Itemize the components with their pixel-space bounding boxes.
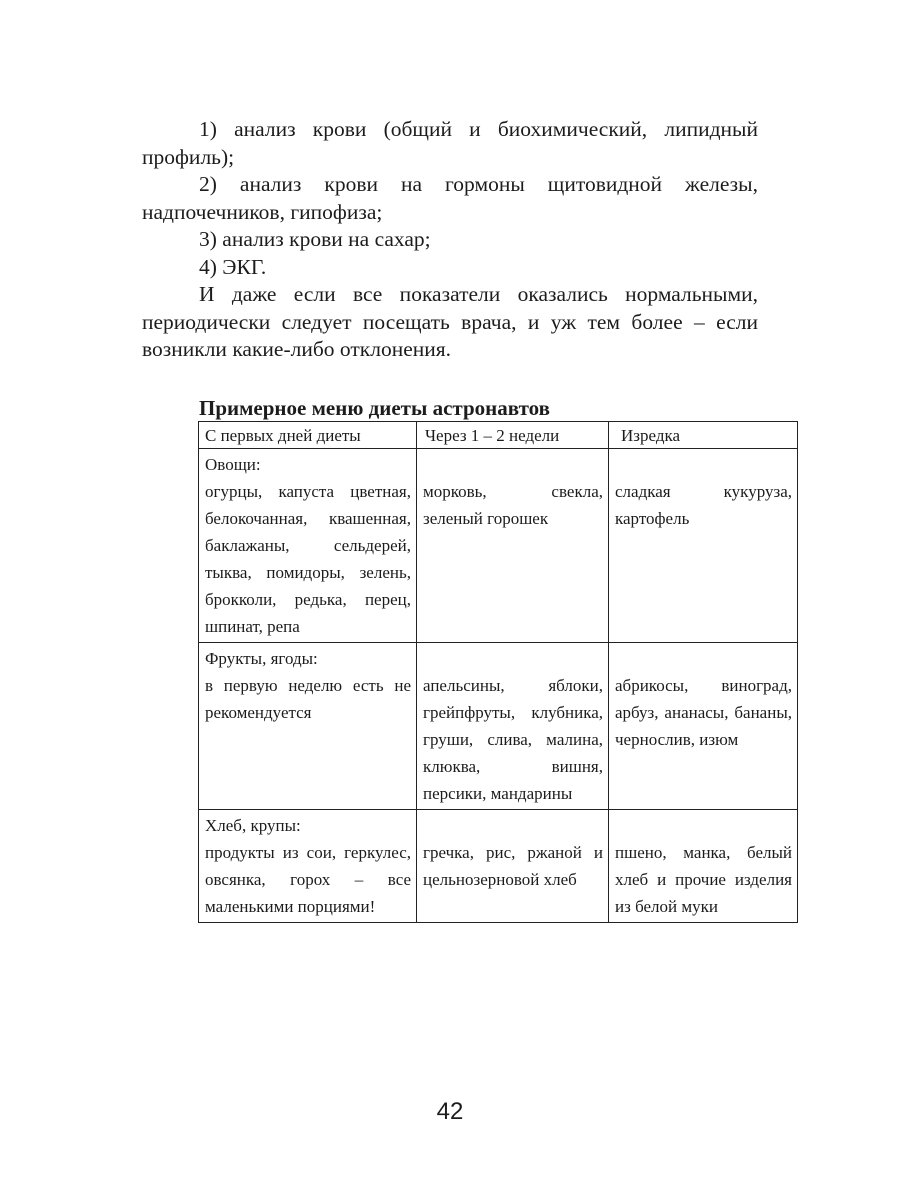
table-cell [417, 449, 609, 643]
cell-text: в первую неделю есть не рекомендуется [205, 676, 411, 722]
paragraph-list-item-1: 1) анализ крови (общий и биохимический, липидный профиль); [142, 117, 758, 169]
page-number: 42 [436, 1098, 464, 1125]
paragraph-list-item-4: 4) ЭКГ. [199, 254, 267, 279]
table-cell [417, 810, 609, 923]
diet-menu-table [198, 421, 798, 923]
column-header-first-days: С первых дней диеты [199, 422, 417, 449]
cell-text: пшено, манка, белый хлеб и прочие изделия из белой муки [615, 843, 792, 916]
table-row [199, 810, 798, 923]
paragraph-list-item-2: 2) анализ крови на гормоны щитовидной железы, надпочечников, гипофиза; [142, 172, 758, 224]
body-text [142, 116, 758, 364]
table-cell [199, 449, 417, 643]
category-label: Хлеб, крупы: [205, 816, 301, 835]
cell-text: гречка, рис, ржаной и цельнозерновой хлеб [423, 843, 603, 889]
table-cell [609, 449, 798, 643]
paragraph-conclusion: И даже если все показатели оказались нормальными, периодически следует посещать врача, и уж тем более – если возникли какие-либо отклонения. [142, 282, 758, 361]
table-title: Примерное меню диеты астронавтов [199, 396, 550, 420]
column-header-rarely: Изредка [609, 422, 798, 449]
table-cell [609, 810, 798, 923]
cell-text: продукты из сои, геркулес, овсянка, горох – все маленькими порциями! [205, 843, 411, 916]
cell-text: сладкая кукуруза, картофель [615, 482, 792, 528]
paragraph-list-item-3: 3) анализ крови на сахар; [199, 227, 431, 251]
table-header-row [199, 422, 798, 449]
table-cell [199, 810, 417, 923]
table-row [199, 643, 798, 810]
cell-text: огурцы, капуста цветная, белокочанная, квашенная, баклажаны, сельдерей, тыква, помидоры, зелень, брокколи, редька, перец, шпинат, репа [205, 482, 411, 636]
cell-text: апельсины, яблоки, грейпфруты, клубника, груши, слива, малина, клюква, вишня, персики, мандарины [423, 676, 603, 803]
cell-text: морковь, свекла, зеленый горошек [423, 482, 603, 528]
table-row [199, 449, 798, 643]
table-cell [609, 643, 798, 810]
cell-text: абрикосы, виноград, арбуз, ананасы, бананы, чернослив, изюм [615, 676, 792, 749]
category-label: Фрукты, ягоды: [205, 649, 318, 668]
column-header-after-weeks: Через 1 – 2 недели [417, 422, 609, 449]
table-cell [199, 643, 417, 810]
table-cell [417, 643, 609, 810]
category-label: Овощи: [205, 455, 261, 474]
